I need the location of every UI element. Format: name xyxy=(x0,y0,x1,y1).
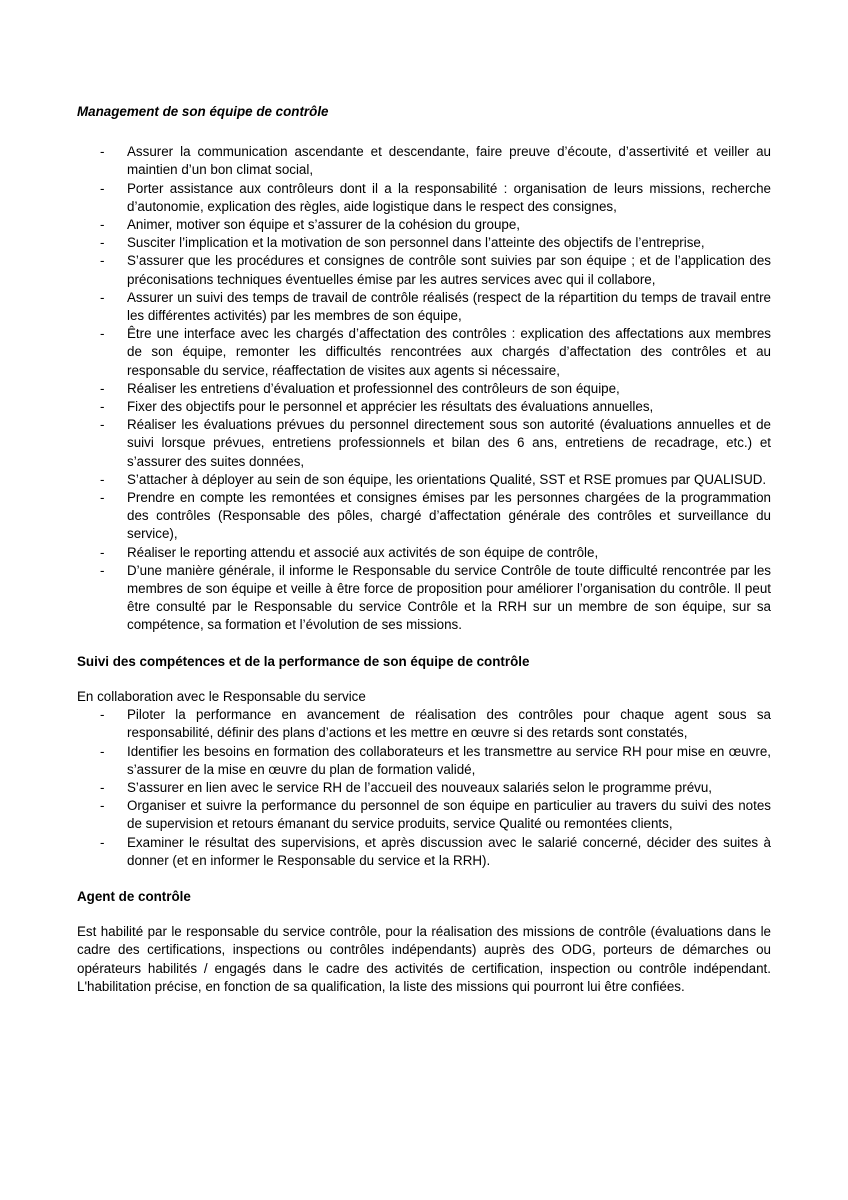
bullet-dash: - xyxy=(100,471,105,487)
list-item: - Réaliser le reporting attendu et associé aux activités de son équipe de contrôle, xyxy=(77,544,771,562)
list-item: - Organiser et suivre la performance du personnel de son équipe en particulier au travers du suivi des notes de supervision et retours émanant du service produits, service Qualité ou remontées clients, xyxy=(100,798,771,832)
management-list xyxy=(77,143,771,634)
list-item: - S’assurer que les procédures et consignes de contrôle sont suivies par son équipe ; et de l’application des préconisations techniques éventuelles émise par les autres services avec qui il collabore, xyxy=(100,253,771,287)
section-intro: En collaboration avec le Responsable du service xyxy=(77,688,366,704)
list-item: - Porter assistance aux contrôleurs dont il a la responsabilité : organisation de leurs missions, recherche d’autonomie, explication des règles, aide logistique dans le respect des consignes, xyxy=(100,180,771,214)
bullet-dash: - xyxy=(100,289,105,305)
bullet-dash: - xyxy=(100,743,105,759)
list-item: - S’assurer en lien avec le service RH de l’accueil des nouveaux salariés selon le programme prévu, xyxy=(77,779,771,797)
competences-list xyxy=(77,706,771,870)
section-heading-agent: Agent de contrôle xyxy=(77,888,191,904)
bullet-dash: - xyxy=(100,180,105,196)
bullet-dash: - xyxy=(100,490,105,506)
list-item: - Identifier les besoins en formation des collaborateurs et les transmettre au service RH pour mise en œuvre, s’assurer de la mise en œuvre du plan de formation validé, xyxy=(100,743,771,777)
list-item: - Assurer un suivi des temps de travail de contrôle réalisés (respect de la répartition du temps de travail entre les différentes activités) par les membres de son équipe, xyxy=(100,289,771,324)
list-item: - Examiner le résultat des supervisions, et après discussion avec le salarié concerné, décider des suites à donner (et en informer le Responsable du service et la RRH). xyxy=(100,834,771,868)
list-item: - Fixer des objectifs pour le personnel et apprécier les résultats des évaluations annuelles, xyxy=(77,398,771,416)
bullet-dash: - xyxy=(100,326,105,342)
agent-paragraph: Est habilité par le responsable du service contrôle, pour la réalisation des missions de contrôle (évaluations dans le cadre des certifications, inspections ou contrôles indépendants) auprès des ODG, porteurs de démarches ou opérateurs habilités / engagés dans le cadre des activités de certification, inspection ou contrôle indépendant. L'habilitation précise, en fonction de sa qualification, la liste des missions qui pourront lui être confiées. xyxy=(77,924,771,994)
list-item: - Réaliser les évaluations prévues du personnel directement sous son autorité (évaluations annuelles et de suivi lorsque prévues, entretiens professionnels et bilan des 6 ans, entretiens de recadrage, etc.) et s’assurer des suites données, xyxy=(100,417,771,469)
bullet-dash: - xyxy=(100,707,105,723)
bullet-dash: - xyxy=(100,144,105,160)
list-item: - Être une interface avec les chargés d’affectation des contrôles : explication des affectations aux membres de son équipe, remonter les difficultés rencontrées aux chargés d’affectation des contrôles et au responsable du service, réaffectation de visites aux agents si nécessaire, xyxy=(100,326,771,378)
bullet-dash: - xyxy=(100,544,105,560)
list-item: - S’attacher à déployer au sein de son équipe, les orientations Qualité, SST et RSE promues par QUALISUD. xyxy=(77,471,771,489)
bullet-dash: - xyxy=(100,562,105,578)
list-item: - Piloter la performance en avancement de réalisation des contrôles pour chaque agent sous sa responsabilité, définir des plans d’actions et les mettre en œuvre si des retards sont constatés, xyxy=(100,707,771,741)
bullet-dash: - xyxy=(100,235,105,251)
list-item: - Assurer la communication ascendante et descendante, faire preuve d’écoute, d’assertivité et veiller au maintien d’un bon climat social, xyxy=(100,144,771,178)
list-item: - Réaliser les entretiens d’évaluation et professionnel des contrôleurs de son équipe, xyxy=(77,380,771,398)
bullet-dash: - xyxy=(100,217,105,233)
list-item: - Susciter l’implication et la motivation de son personnel dans l’atteinte des objectifs de l’entreprise, xyxy=(77,234,771,252)
section-heading-competences: Suivi des compétences et de la performance de son équipe de contrôle xyxy=(77,653,530,669)
list-item: - Animer, motiver son équipe et s’assurer de la cohésion du groupe, xyxy=(77,216,771,234)
list-item: - D’une manière générale, il informe le Responsable du service Contrôle de toute difficulté rencontrée par les membres de son équipe et veille à être force de proposition pour améliorer l’organisation du contrôle. Il peut être consulté par le Responsable du service Contrôle et la RRH sur un membre de son équipe, sur sa compétence, sa formation et l’évolution de ses missions. xyxy=(100,562,771,633)
bullet-dash: - xyxy=(100,380,105,396)
bullet-dash: - xyxy=(100,779,105,795)
bullet-dash: - xyxy=(100,253,105,269)
bullet-dash: - xyxy=(100,798,105,814)
list-item: - Prendre en compte les remontées et consignes émises par les personnes chargées de la programmation des contrôles (Responsable des pôles, chargé d’affectation générale des contrôles et surveillance du service), xyxy=(100,490,771,542)
bullet-dash: - xyxy=(100,417,105,433)
section-heading-management: Management de son équipe de contrôle xyxy=(77,104,329,119)
bullet-dash: - xyxy=(100,399,105,415)
document-page xyxy=(77,103,771,996)
bullet-dash: - xyxy=(100,834,105,850)
